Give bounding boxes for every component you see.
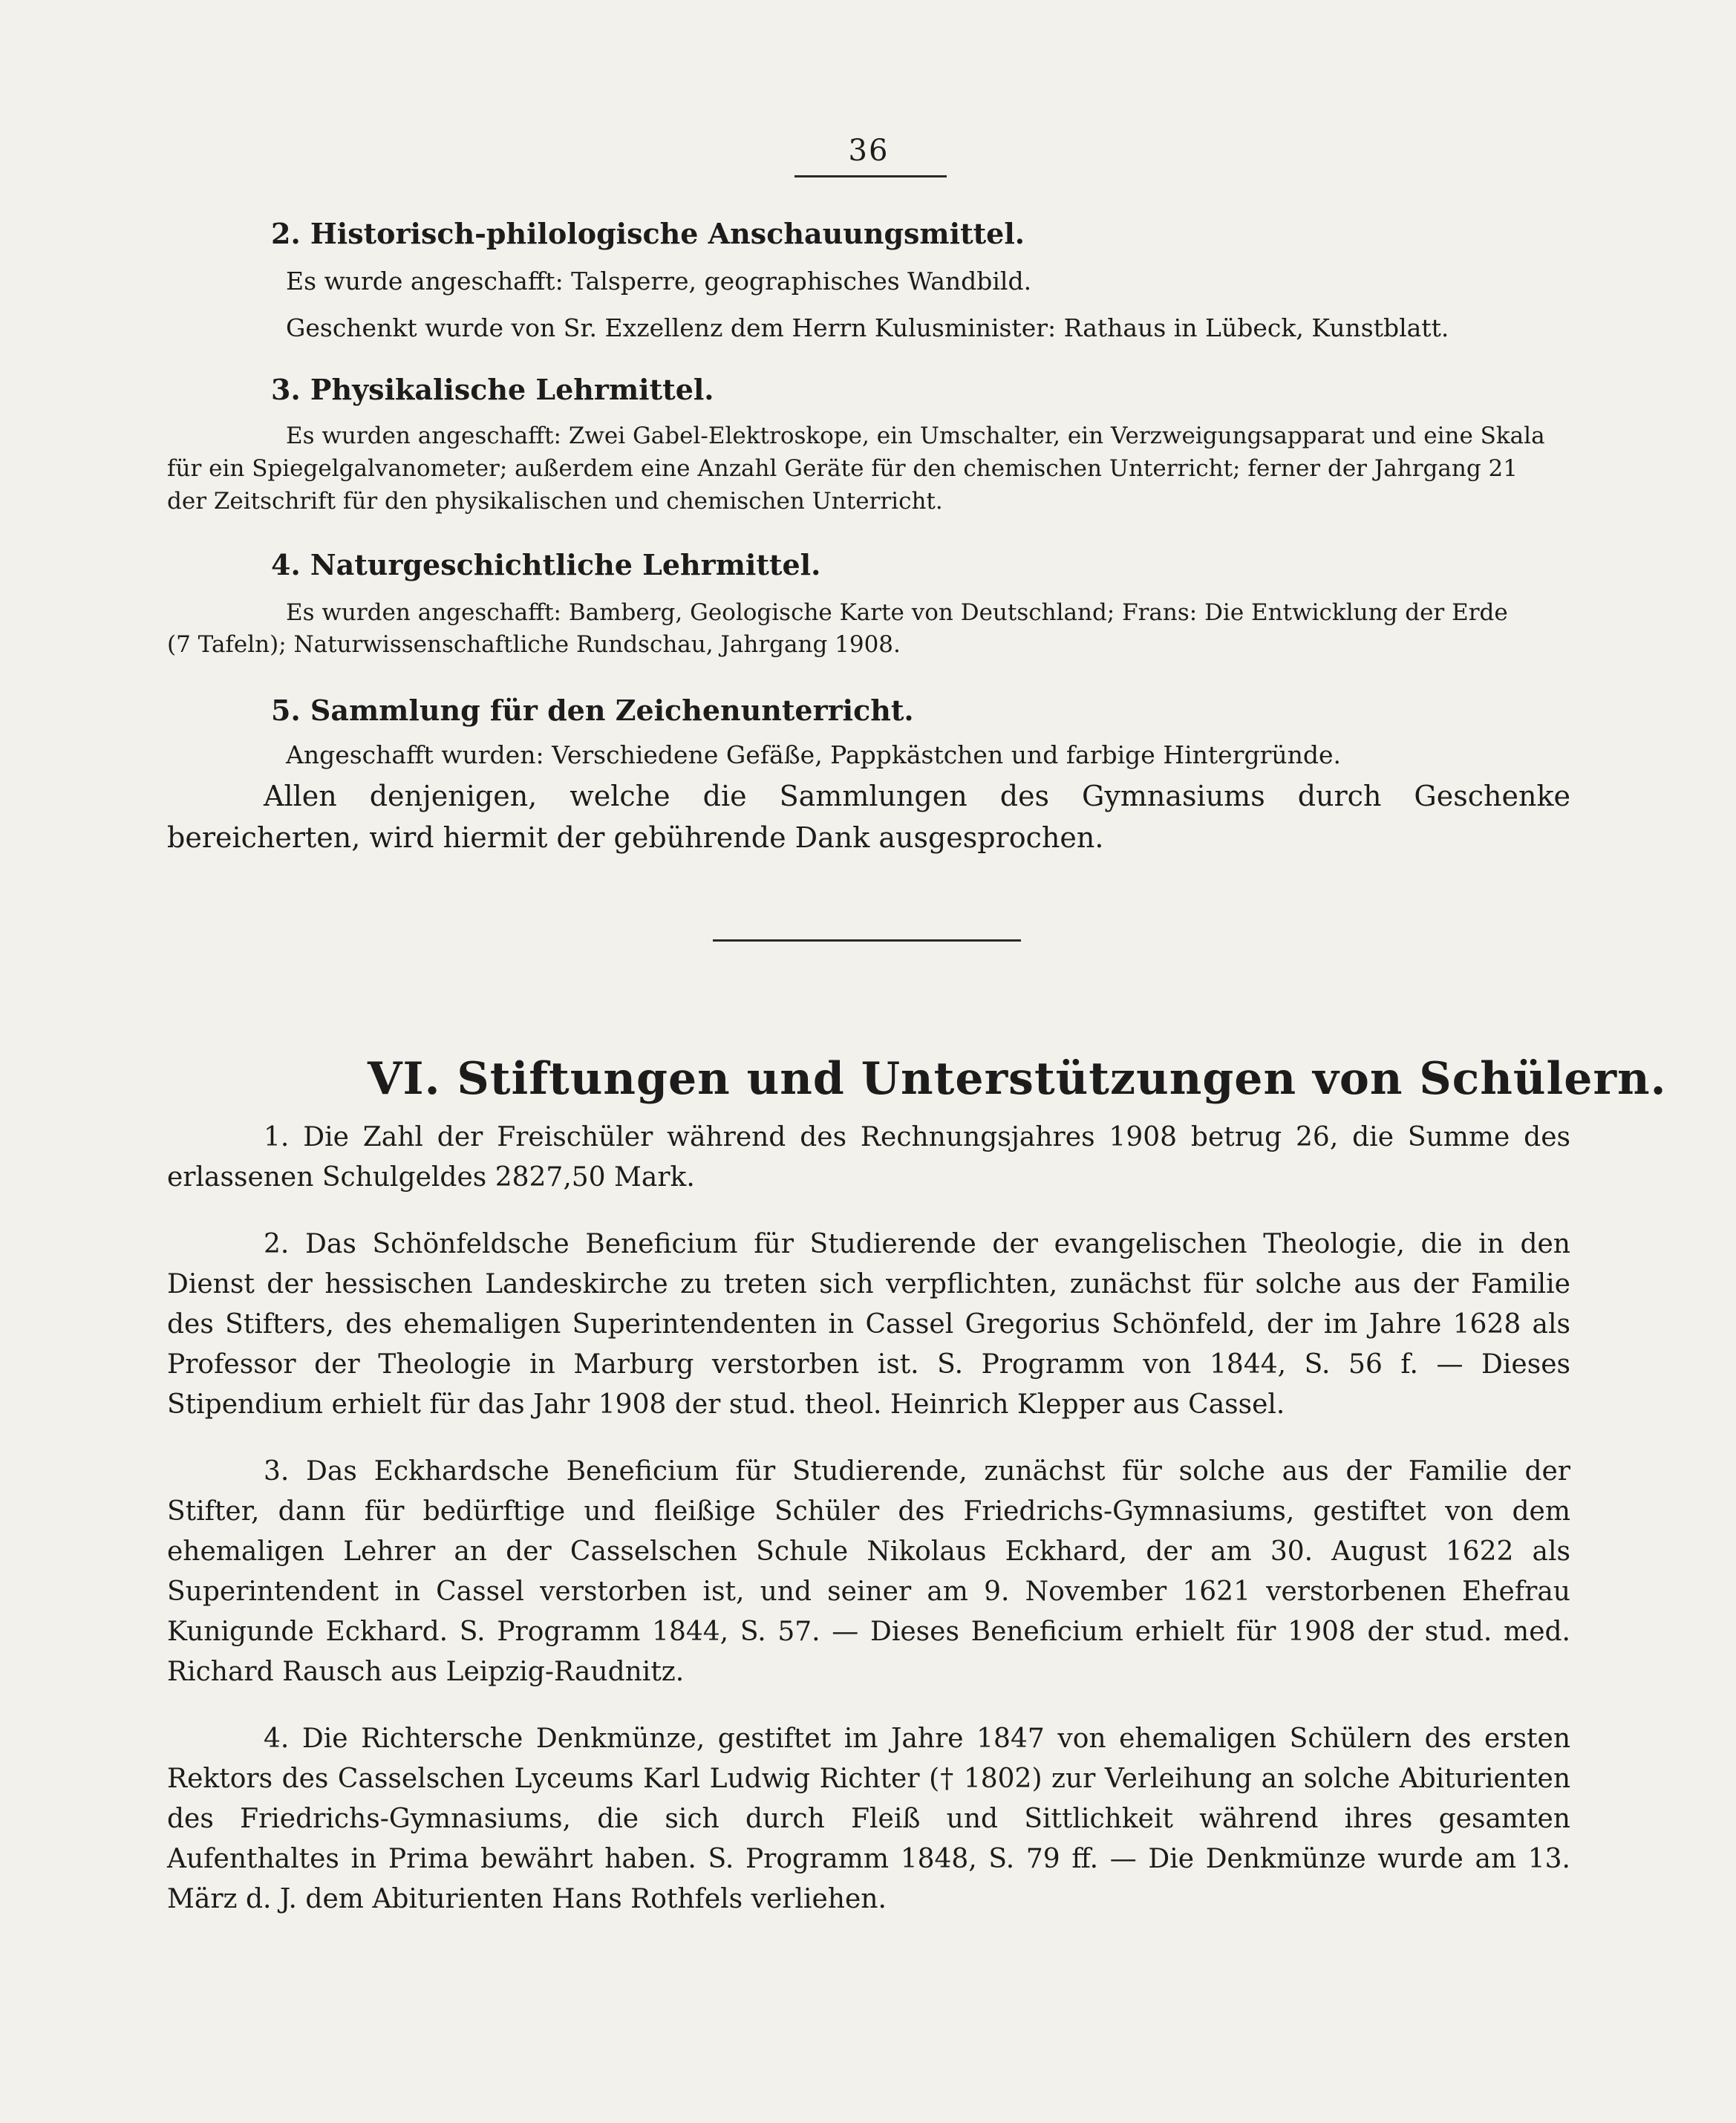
section-heading: 5. Sammlung für den Zeichenunterricht. bbox=[271, 694, 914, 727]
section-line: Es wurden angeschafft: Zwei Gabel-Elektroskope, ein Umschalter, ein Verzweigungsapparat und eine Skala bbox=[286, 423, 1545, 449]
section-line: Angeschafft wurden: Verschiedene Gefäße, Pappkästchen und farbige Hintergründe. bbox=[286, 740, 1342, 769]
list-item: 3. Das Eckhardsche Beneficium für Studierende, zunächst für solche aus der Familie der Stifter, dann für bedürftige und fleißige Schüler des Friedrichs-Gymnasiums, gestiftet von dem ehemaligen Lehrer an der Casselschen Schule Nikolaus Eckhard, der am 30. August 1622 als Superintendent in Cassel verstorben ist, und seiner am 9. November 1621 verstorbenen Ehefrau Kunigunde Eckhard. S. Programm 1844, S. 57. — Dieses Beneficium erhielt für 1908 der stud. med. Richard Rausch aus Leipzig-Raudnitz. bbox=[167, 1456, 1570, 1687]
section-line: Geschenkt wurde von Sr. Exzellenz dem Herrn Kulusminister: Rathaus in Lübeck, Kunstblatt. bbox=[286, 313, 1449, 342]
list-item: 2. Das Schönfeldsche Beneficium für Studierende der evangelischen Theologie, die in den Dienst der hessischen Landeskirche zu treten sich verpflichten, zunächst für solche aus der Familie des Stifters, des ehemaligen Superintendenten in Cassel Gregorius Schönfeld, der im Jahre 1628 als Professor der Theologie in Marburg verstorben ist. S. Programm von 1844, S. 56 f. — Dieses Stipendium erhielt für das Jahr 1908 der stud. theol. Heinrich Klepper aus Cassel. bbox=[167, 1229, 1570, 1420]
section-line: Es wurde angeschafft: Talsperre, geographisches Wandbild. bbox=[286, 267, 1032, 296]
section-line: (7 Tafeln); Naturwissenschaftliche Rundschau, Jahrgang 1908. bbox=[167, 631, 901, 658]
list-item: 1. Die Zahl der Freischüler während des Rechnungsjahres 1908 betrug 26, die Summe des erlassenen Schulgeldes 2827,50 Mark. bbox=[167, 1122, 1570, 1193]
closing-text: Allen denjenigen, welche die Sammlungen des Gymnasiums durch Geschenke bereicherten, wird hiermit der gebührende Dank ausgesprochen. bbox=[167, 780, 1570, 854]
chapter-title: VI. Stiftungen und Unterstützungen von Schülern. bbox=[368, 1053, 1667, 1105]
section-line: der Zeitschrift für den physikalischen und chemischen Unterricht. bbox=[167, 488, 943, 515]
section-heading: 4. Naturgeschichtliche Lehrmittel. bbox=[271, 548, 821, 581]
section-divider bbox=[713, 939, 1021, 942]
list-item: 4. Die Richtersche Denkmünze, gestiftet im Jahre 1847 von ehemaligen Schülern des ersten Rektors des Casselschen Lyceums Karl Ludwig Richter († 1802) zur Verleihung an solche Abiturienten des Friedrichs-Gymnasiums, die sich durch Fleiß und Sittlichkeit während ihres gesamten Aufenthaltes in Prima bewährt haben. S. Programm 1848, S. 79 ff. — Die Denkmünze wurde am 13. März d. J. dem Abiturienten Hans Rothfels verliehen. bbox=[167, 1723, 1570, 1914]
closing-paragraph bbox=[167, 775, 1570, 858]
page-number: 36 bbox=[848, 134, 890, 168]
header-rule bbox=[794, 175, 947, 177]
section-heading: 3. Physikalische Lehrmittel. bbox=[271, 373, 714, 406]
section-heading: 2. Historisch-philologische Anschauungsmittel. bbox=[271, 217, 1025, 250]
section-line: Es wurden angeschafft: Bamberg, Geologische Karte von Deutschland; Frans: Die Entwicklung der Erde bbox=[286, 599, 1508, 626]
items-block bbox=[167, 1118, 1570, 1920]
section-line: für ein Spiegelgalvanometer; außerdem eine Anzahl Geräte für den chemischen Unterricht; ferner der Jahrgang 21 bbox=[167, 455, 1518, 482]
